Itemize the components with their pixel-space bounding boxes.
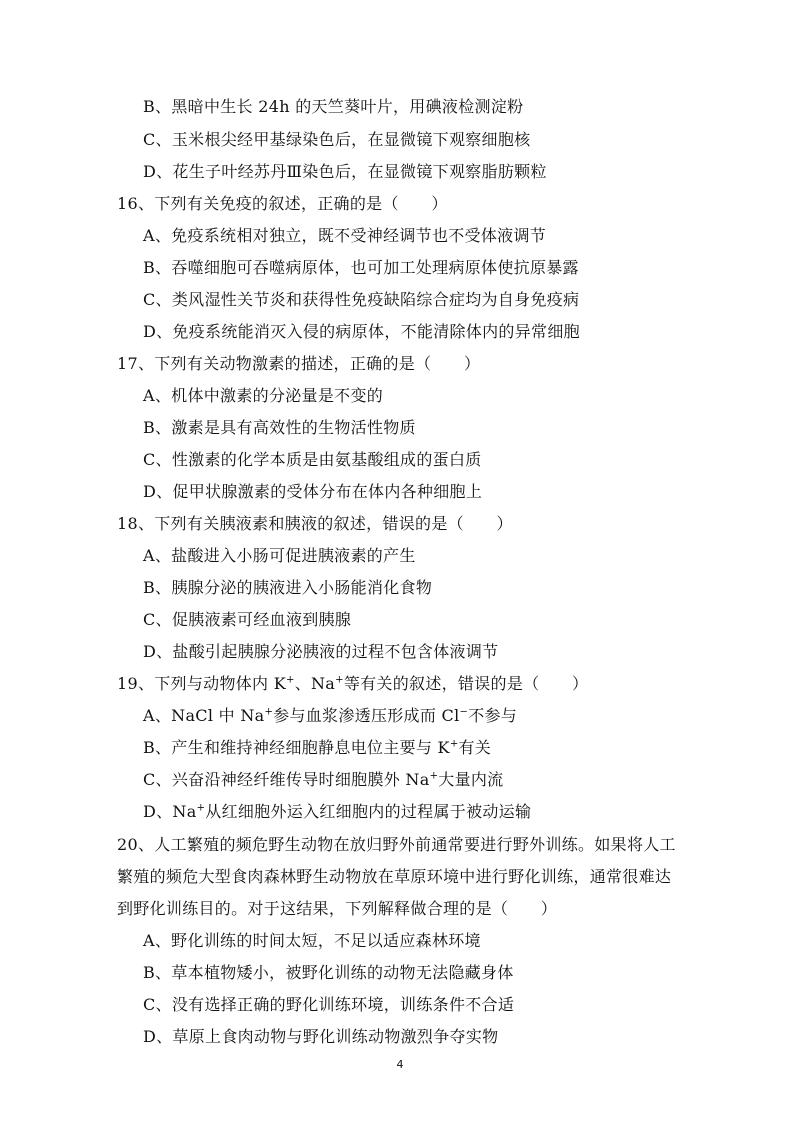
q19-option-b-part2: 有关 <box>458 738 492 757</box>
superscript-minus: − <box>459 706 469 718</box>
q20-stem-line-3: 到野化训练目的。对于这结果，下列解释做合理的是（ ） <box>117 899 558 918</box>
q17-option-b: B、激素是具有高效性的生物活性物质 <box>143 418 416 437</box>
q17-option-d: D、促甲状腺激素的受体分布在体内各种细胞上 <box>143 482 483 501</box>
q20-stem-line-2: 繁殖的频危大型食肉森林野生动物放在草原环境中进行野化训练，通常很难达 <box>117 867 672 886</box>
q20-option-b: B、草本植物矮小，被野化训练的动物无法隐藏身体 <box>143 963 514 982</box>
q16-option-a: A、免疫系统相对独立，既不受神经调节也不受体液调节 <box>143 226 547 245</box>
q16-option-c: C、类风湿性关节炎和获得性免疫缺陷综合症均为自身免疫病 <box>143 290 580 309</box>
q19-option-a <box>143 706 517 726</box>
q16-stem: 16、下列有关免疫的叙述，正确的是（ ） <box>117 194 448 213</box>
q19-option-d <box>143 802 531 822</box>
q19-option-d-part1: D、Na <box>143 802 197 821</box>
q20-option-c: C、没有选择正确的野化训练环境，训练条件不合适 <box>143 995 515 1014</box>
q19-option-a-part2: 参与血浆渗透压形成而 Cl <box>273 706 460 725</box>
q20-option-a: A、野化训练的时间太短，不足以适应森林环境 <box>143 931 481 950</box>
q19-option-b <box>143 738 491 758</box>
q19-option-c-part2: 大量内流 <box>438 770 504 789</box>
q19-option-a-part1: A、NaCl 中 Na <box>143 706 265 725</box>
q19-stem-part2: 、Na <box>294 674 336 693</box>
q16-option-b: B、吞噬细胞可吞噬病原体，也可加工处理病原体使抗原暴露 <box>143 258 579 277</box>
q18-option-b: B、胰腺分泌的胰液进入小肠能消化食物 <box>143 578 433 597</box>
q19-option-c-part1: C、兴奋沿神经纤维传导时细胞膜外 Na <box>143 770 430 789</box>
q18-stem: 18、下列有关胰液素和胰液的叙述，错误的是（ ） <box>117 514 513 533</box>
q18-option-a: A、盐酸进入小肠可促进胰液素的产生 <box>143 546 416 565</box>
q19-stem <box>117 674 588 694</box>
q20-option-d: D、草原上食肉动物与野化训练动物激烈争夺实物 <box>143 1027 499 1046</box>
q18-option-c: C、促胰液素可经血液到胰腺 <box>143 610 352 629</box>
q19-option-b-part1: B、产生和维持神经细胞静息电位主要与 K <box>143 738 450 757</box>
superscript-plus: + <box>429 770 439 782</box>
superscript-plus: + <box>286 674 295 686</box>
page-number: 4 <box>396 1058 404 1071</box>
q19-stem-part3: 等有关的叙述，错误的是（ ） <box>343 674 589 693</box>
superscript-plus: + <box>264 706 274 718</box>
q19-option-a-part3: 不参与 <box>468 706 518 725</box>
superscript-plus: + <box>449 738 459 750</box>
q15-option-c: C、玉米根尖经甲基绿染色后，在显微镜下观察细胞核 <box>143 130 531 149</box>
q17-option-c: C、性激素的化学本质是由氨基酸组成的蛋白质 <box>143 450 482 469</box>
q15-option-d: D、花生子叶经苏丹Ⅲ染色后，在显微镜下观察脂肪颗粒 <box>143 162 547 181</box>
q17-stem: 17、下列有关动物激素的描述，正确的是（ ） <box>117 354 481 373</box>
q15-option-b: B、黑暗中生长 24h 的天竺葵叶片，用碘液检测淀粉 <box>143 97 524 116</box>
q19-option-c <box>143 770 503 790</box>
superscript-plus: + <box>196 802 206 814</box>
superscript-plus: + <box>335 674 344 686</box>
q20-stem-line-1: 20、人工繁殖的频危野生动物在放归野外前通常要进行野外训练。如果将人工 <box>117 835 676 854</box>
q17-option-a: A、机体中激素的分泌量是不变的 <box>143 386 384 405</box>
q19-option-d-part2: 从红细胞外运入红细胞内的过程属于被动运输 <box>205 802 532 821</box>
q19-stem-part1: 19、下列与动物体内 K <box>117 674 286 693</box>
q16-option-d: D、免疫系统能消灭入侵的病原体，不能清除体内的异常细胞 <box>143 322 580 341</box>
q18-option-d: D、盐酸引起胰腺分泌胰液的过程不包含体液调节 <box>143 642 499 661</box>
